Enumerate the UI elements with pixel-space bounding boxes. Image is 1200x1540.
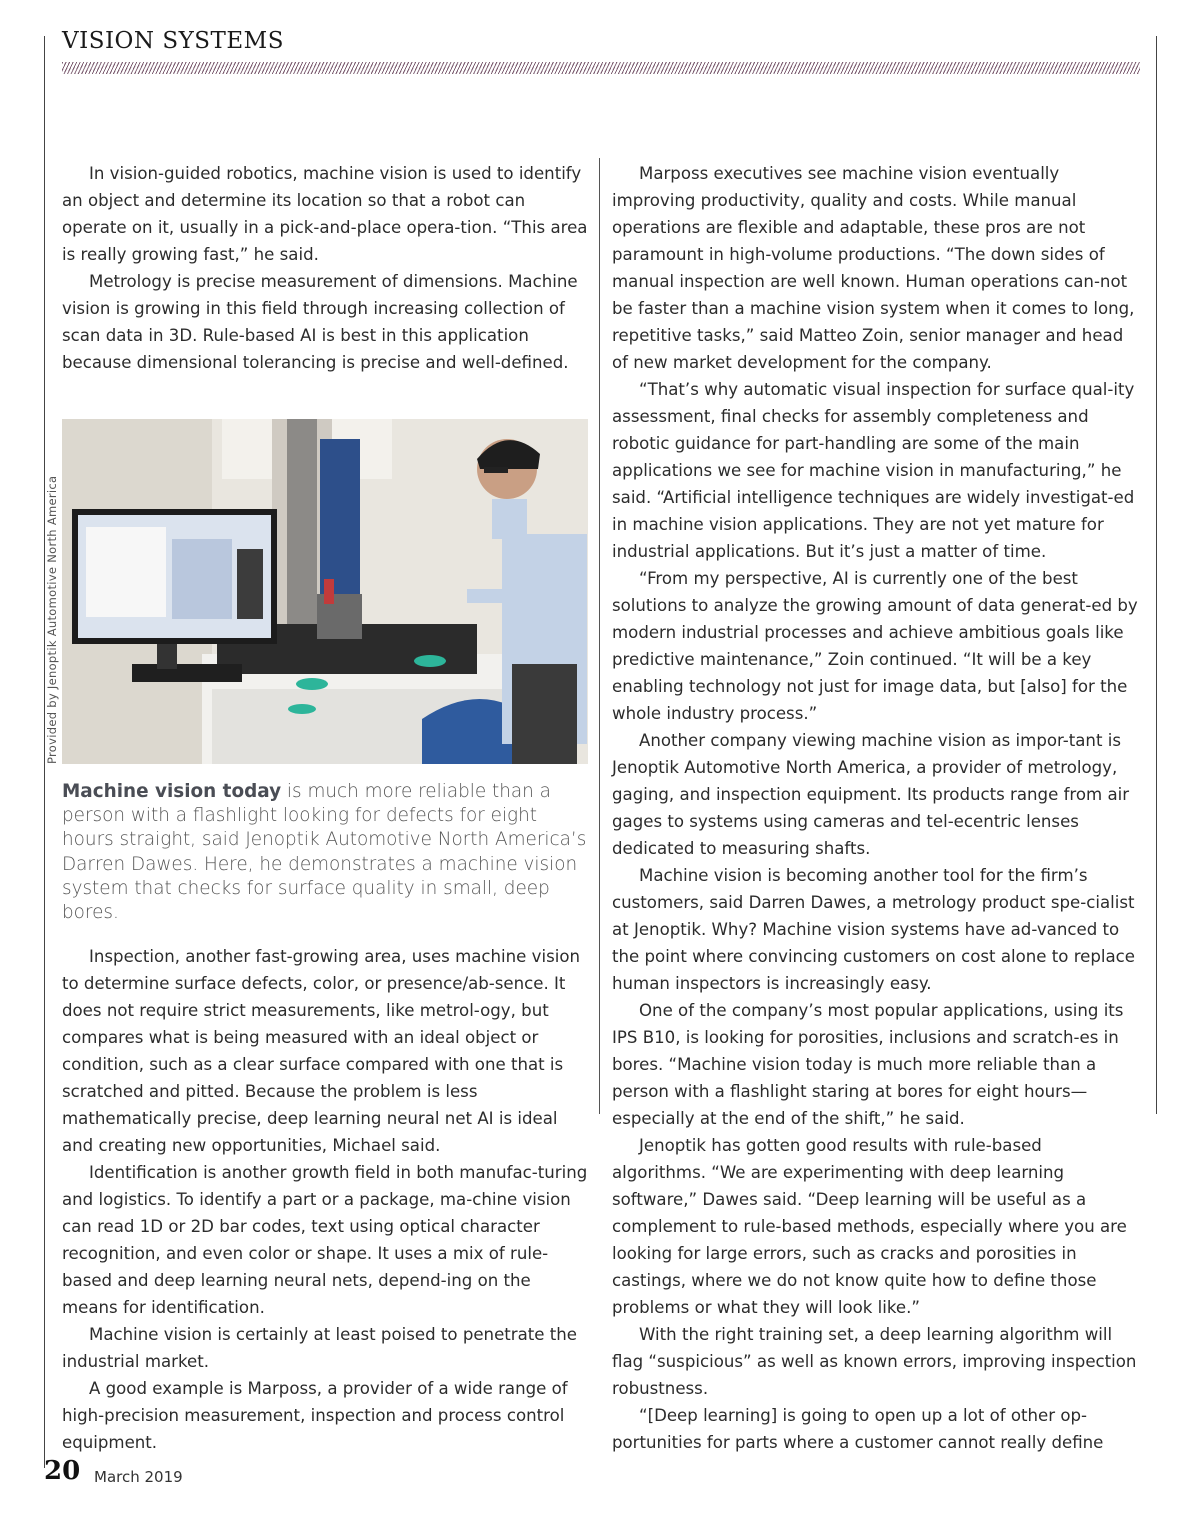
caption-text: is much more reliable than a person with a flashlight looking for defects for eight hours straight, said Jenoptik Automotive North America’s Darren Dawes. Here, he demonstrates a machine vision system that checks for surface quality in small, deep bores. [62, 781, 587, 924]
paragraph: “[Deep learning] is going to open up a lot of other op-portunities for parts where a customer cannot really define [612, 1406, 1104, 1452]
caption-lead: Machine vision today [62, 781, 282, 802]
column-divider [599, 158, 600, 1114]
photo-caption [62, 780, 592, 925]
article-photo [62, 419, 588, 764]
paragraph: One of the company’s most popular applications, using its IPS B10, is looking for porosities, inclusions and scratch-es in bores. “Machine vision today is much more reliable than a person with a flashlight staring at bores for eight hours—especially at the end of the shift,” he said. [612, 1001, 1124, 1128]
paragraph: Another company viewing machine vision as impor-tant is Jenoptik Automotive North America, a provider of metrology, gaging, and inspection equipment. Its products range from air gages to systems using cameras and tel-ecentric lenses dedicated to measuring shafts. [612, 731, 1130, 858]
header-hatch-rule [62, 62, 1140, 74]
paragraph: Identification is another growth field in both manufac-turing and logistics. To identify a part or a package, ma-chine vision can read 1D or 2D bar codes, text using optical character recognition, and even color or shape. It uses a mix of rule-based and deep learning neural nets, depend-ing on the means for identification. [62, 1163, 588, 1317]
paragraph: Inspection, another fast-growing area, uses machine vision to determine surface defects, color, or presence/ab-sence. It does not require strict measurements, like metrol-ogy, but compares what is being measured with an ideal object or condition, such as a clear surface compared with one that is scratched and pitted. Because the problem is less mathematically precise, deep learning neural net AI is ideal and creating new opportunities, Michael said. [62, 947, 581, 1155]
right-column [612, 160, 1140, 1456]
paragraph: Machine vision is certainly at least poised to penetrate the industrial market. [62, 1325, 578, 1371]
paragraph: A good example is Marposs, a provider of a wide range of high-precision measurement, inspection and process control equipment. [62, 1379, 568, 1452]
paragraph: “From my perspective, AI is currently one of the best solutions to analyze the growing amount of data generat-ed by modern industrial processes and achieve ambitious goals like predictive maintenance,” Zoin continued. “It will be a key enabling technology not just for image data, but [also] for the whole industry process.” [612, 569, 1138, 723]
left-column-bottom [62, 943, 590, 1456]
paragraph: With the right training set, a deep learning algorithm will flag “suspicious” as well as known errors, improving inspection robustness. [612, 1325, 1137, 1398]
paragraph: Marposs executives see machine vision eventually improving productivity, quality and costs. While manual operations are flexible and adaptable, these pros are not paramount in high-volume productions. “The down sides of manual inspection are well known. Human operations can-not be faster than a machine vision system when it comes to long, repetitive tasks,” said Matteo Zoin, senior manager and head of new market development for the company. [612, 164, 1135, 372]
photo-credit: Provided by Jenoptik Automotive North America [45, 475, 59, 764]
issue-date: March 2019 [94, 1468, 183, 1486]
page-number: 20 [44, 1456, 81, 1486]
page-right-rule [1156, 36, 1157, 1114]
paragraph: Jenoptik has gotten good results with rule-based algorithms. “We are experimenting with deep learning software,” Dawes said. “Deep learning will be useful as a complement to rule-based methods, especially where you are looking for large errors, such as cracks and porosities in castings, where we do not know quite how to define those problems or what they will look like.” [612, 1136, 1127, 1317]
photo-illustration [62, 419, 588, 764]
paragraph: In vision-guided robotics, machine vision is used to identify an object and determine its location so that a robot can operate on it, usually in a pick-and-place opera-tion. “This area is really growing fast,” he said. [62, 164, 588, 264]
paragraph: Metrology is precise measurement of dimensions. Machine vision is growing in this field through increasing collection of scan data in 3D. Rule-based AI is best in this application because dimensional tolerancing is precise and well-defined. [62, 272, 578, 372]
section-title: VISION SYSTEMS [62, 28, 284, 54]
paragraph: Machine vision is becoming another tool for the firm’s customers, said Darren Dawes, a metrology product spe-cialist at Jenoptik. Why? Machine vision systems have ad-vanced to the point where convincing customers on cost alone to replace human inspectors is increasingly easy. [612, 866, 1136, 993]
paragraph: “That’s why automatic visual inspection for surface qual-ity assessment, final checks for assembly completeness and robotic guidance for part-handling are some of the main applications we see for machine vision in manufacturing,” he said. “Artificial intelligence techniques are widely investigat-ed in machine vision applications. They are not yet mature for industrial applications. But it’s just a matter of time. [612, 380, 1135, 561]
left-column-top [62, 160, 590, 376]
